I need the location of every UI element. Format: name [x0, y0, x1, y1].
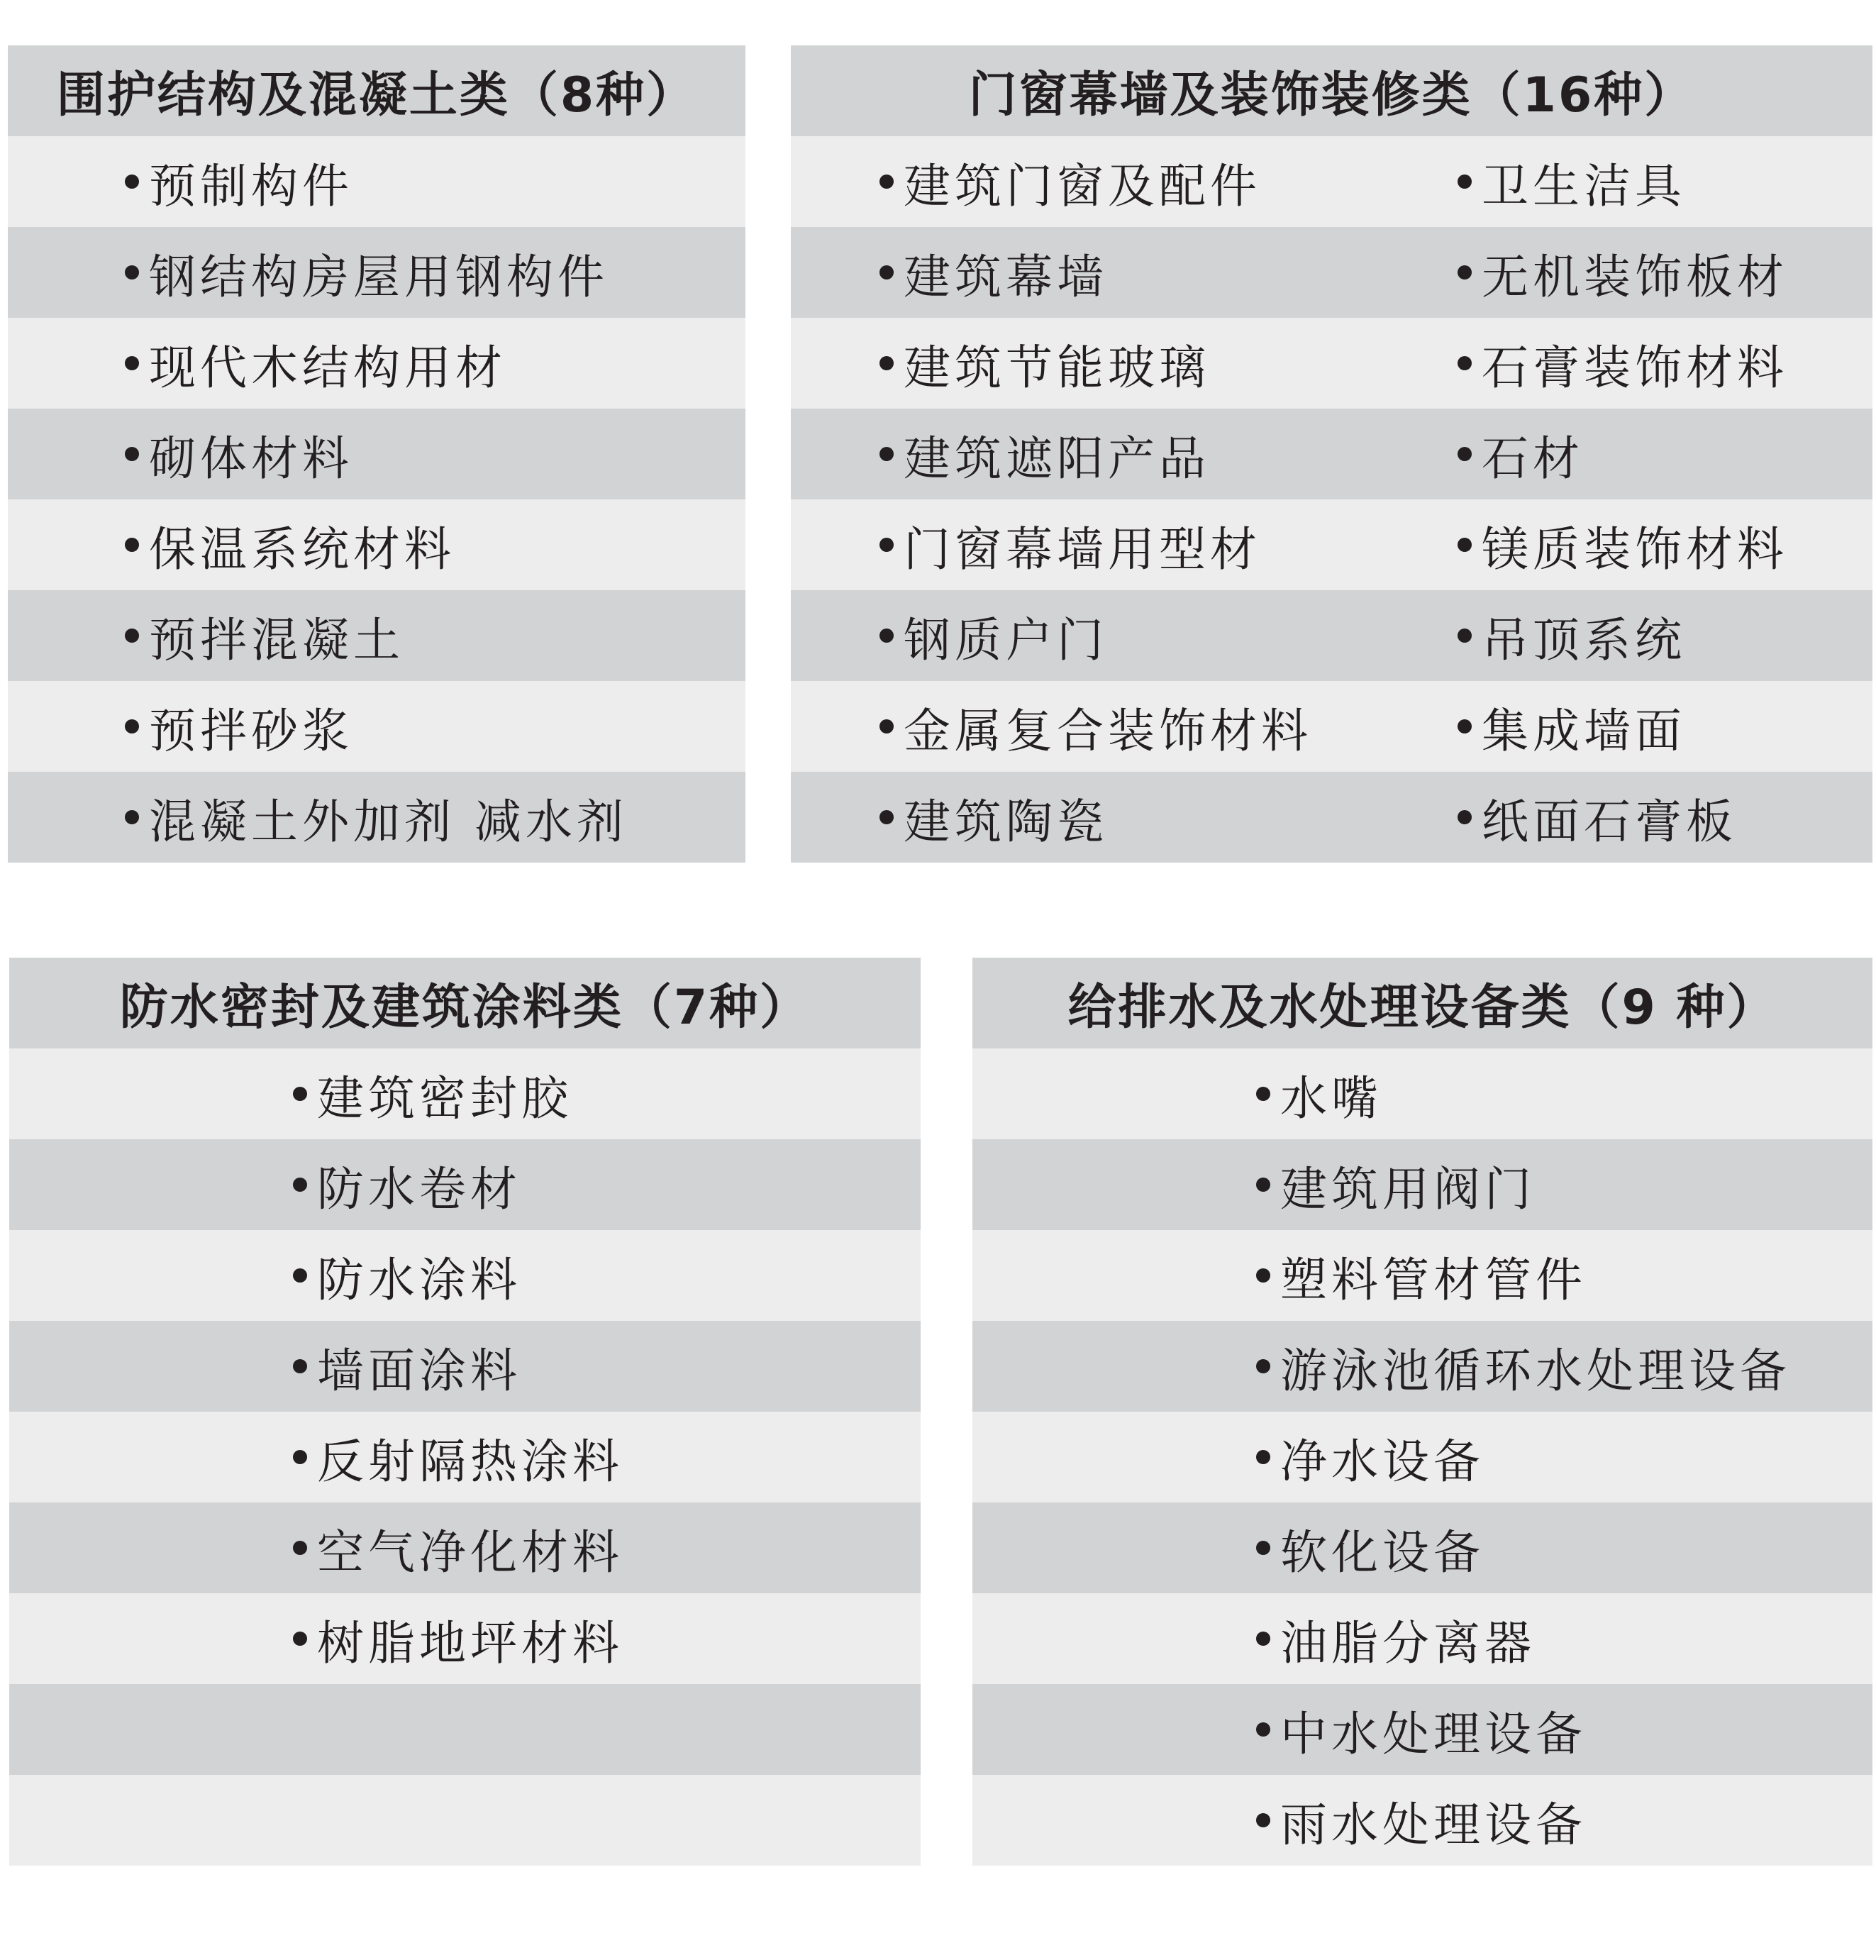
panel-doors-windows-decoration — [791, 45, 1872, 863]
item-label: 防水卷材 — [317, 1161, 521, 1217]
list-item — [8, 318, 745, 409]
item-label: 预制构件 — [149, 158, 353, 214]
item-label: 石材 — [1482, 431, 1584, 486]
item-label: 建筑节能玻璃 — [904, 340, 1210, 395]
list-item — [9, 1139, 921, 1230]
item-label: 反射隔热涂料 — [317, 1434, 623, 1489]
item-label: 塑料管材管件 — [1280, 1252, 1587, 1307]
empty-row — [9, 1684, 921, 1775]
list-item — [972, 1139, 1872, 1230]
item-label: 建筑陶瓷 — [904, 794, 1108, 849]
list-item — [972, 1684, 1872, 1775]
panel-title: 门窗幕墙及装饰装修类（16种） — [791, 45, 1872, 136]
item-label: 集成墙面 — [1482, 703, 1686, 758]
item-label: 水嘴 — [1280, 1070, 1382, 1126]
item-label: 建筑遮阳产品 — [904, 431, 1210, 486]
panel-water-supply-treatment — [972, 958, 1872, 1866]
bullet-icon — [125, 719, 139, 733]
item-label: 雨水处理设备 — [1280, 1797, 1587, 1852]
bullet-icon — [125, 629, 139, 643]
bullet-icon — [1256, 1450, 1270, 1464]
item-label: 预拌混凝土 — [149, 612, 404, 668]
panel-title: 给排水及水处理设备类（9 种） — [972, 958, 1872, 1048]
item-label: 现代木结构用材 — [149, 340, 506, 395]
bullet-icon — [1256, 1178, 1270, 1192]
list-item — [972, 1230, 1872, 1321]
list-item — [791, 227, 1872, 318]
bullet-icon — [879, 810, 894, 824]
list-item — [8, 136, 745, 227]
item-label: 镁质装饰材料 — [1482, 521, 1788, 577]
panel-waterproof-coatings — [9, 958, 921, 1866]
bullet-icon — [293, 1087, 307, 1101]
list-item — [791, 318, 1872, 409]
item-label: 卫生洁具 — [1482, 158, 1686, 214]
bullet-icon — [879, 719, 894, 733]
bullet-icon — [1256, 1359, 1270, 1373]
item-label: 中水处理设备 — [1280, 1706, 1587, 1761]
bullet-icon — [125, 175, 139, 189]
panel-title: 围护结构及混凝土类（8种） — [8, 45, 745, 136]
list-item — [9, 1048, 921, 1139]
list-item — [791, 772, 1872, 863]
bullet-icon — [1458, 447, 1472, 461]
bullet-icon — [125, 447, 139, 461]
bullet-icon — [1256, 1632, 1270, 1646]
bullet-icon — [879, 447, 894, 461]
bullet-icon — [125, 810, 139, 824]
bullet-icon — [1458, 719, 1472, 733]
empty-row — [9, 1775, 921, 1866]
list-item — [9, 1321, 921, 1412]
bullet-icon — [125, 356, 139, 370]
bullet-icon — [293, 1450, 307, 1464]
bullet-icon — [879, 538, 894, 552]
bullet-icon — [1256, 1813, 1270, 1827]
list-item — [8, 227, 745, 318]
list-item — [791, 681, 1872, 772]
item-label: 净水设备 — [1280, 1434, 1484, 1489]
item-label: 金属复合装饰材料 — [904, 703, 1312, 758]
bullet-icon — [293, 1178, 307, 1192]
bullet-icon — [293, 1268, 307, 1283]
bullet-icon — [879, 629, 894, 643]
item-label: 游泳池循环水处理设备 — [1280, 1343, 1791, 1398]
bullet-icon — [293, 1632, 307, 1646]
item-label: 树脂地坪材料 — [317, 1615, 623, 1671]
panel-enclosure-concrete — [8, 45, 745, 863]
list-item — [972, 1502, 1872, 1593]
bullet-icon — [1458, 629, 1472, 643]
bullet-icon — [1458, 175, 1472, 189]
item-label: 石膏装饰材料 — [1482, 340, 1788, 395]
list-item — [791, 499, 1872, 590]
item-label: 门窗幕墙用型材 — [904, 521, 1261, 577]
item-label: 建筑门窗及配件 — [904, 158, 1261, 214]
list-item — [8, 772, 745, 863]
bullet-icon — [1458, 265, 1472, 279]
item-label: 混凝土外加剂 减水剂 — [149, 794, 628, 849]
list-item — [9, 1412, 921, 1502]
bullet-icon — [879, 175, 894, 189]
item-label: 无机装饰板材 — [1482, 249, 1788, 304]
item-label: 砌体材料 — [149, 431, 353, 486]
list-item — [972, 1048, 1872, 1139]
bullet-icon — [125, 538, 139, 552]
list-item — [972, 1321, 1872, 1412]
bullet-icon — [1256, 1722, 1270, 1737]
bullet-icon — [1458, 356, 1472, 370]
bullet-icon — [125, 265, 139, 279]
item-label: 空气净化材料 — [317, 1524, 623, 1580]
item-label: 建筑密封胶 — [317, 1070, 572, 1126]
list-item — [972, 1593, 1872, 1684]
bullet-icon — [293, 1541, 307, 1555]
list-item — [791, 409, 1872, 499]
list-item — [972, 1412, 1872, 1502]
item-label: 钢质户门 — [904, 612, 1108, 668]
item-label: 建筑用阀门 — [1280, 1161, 1536, 1217]
list-item — [791, 136, 1872, 227]
list-item — [9, 1230, 921, 1321]
item-label: 油脂分离器 — [1280, 1615, 1536, 1671]
bullet-icon — [1256, 1268, 1270, 1283]
item-label: 钢结构房屋用钢构件 — [149, 249, 609, 304]
bullet-icon — [1256, 1541, 1270, 1555]
list-item — [972, 1775, 1872, 1866]
bullet-icon — [1458, 538, 1472, 552]
list-item — [8, 409, 745, 499]
item-label: 建筑幕墙 — [904, 249, 1108, 304]
item-label: 吊顶系统 — [1482, 612, 1686, 668]
bullet-icon — [1256, 1087, 1270, 1101]
panel-title: 防水密封及建筑涂料类（7种） — [9, 958, 921, 1048]
list-item — [9, 1593, 921, 1684]
list-item — [8, 681, 745, 772]
list-item — [8, 499, 745, 590]
bullet-icon — [879, 265, 894, 279]
bullet-icon — [879, 356, 894, 370]
bullet-icon — [1458, 810, 1472, 824]
item-label: 预拌砂浆 — [149, 703, 353, 758]
bullet-icon — [293, 1359, 307, 1373]
item-label: 软化设备 — [1280, 1524, 1484, 1580]
list-item — [791, 590, 1872, 681]
list-item — [9, 1502, 921, 1593]
item-label: 纸面石膏板 — [1482, 794, 1737, 849]
item-label: 墙面涂料 — [317, 1343, 521, 1398]
item-label: 防水涂料 — [317, 1252, 521, 1307]
item-label: 保温系统材料 — [149, 521, 455, 577]
list-item — [8, 590, 745, 681]
